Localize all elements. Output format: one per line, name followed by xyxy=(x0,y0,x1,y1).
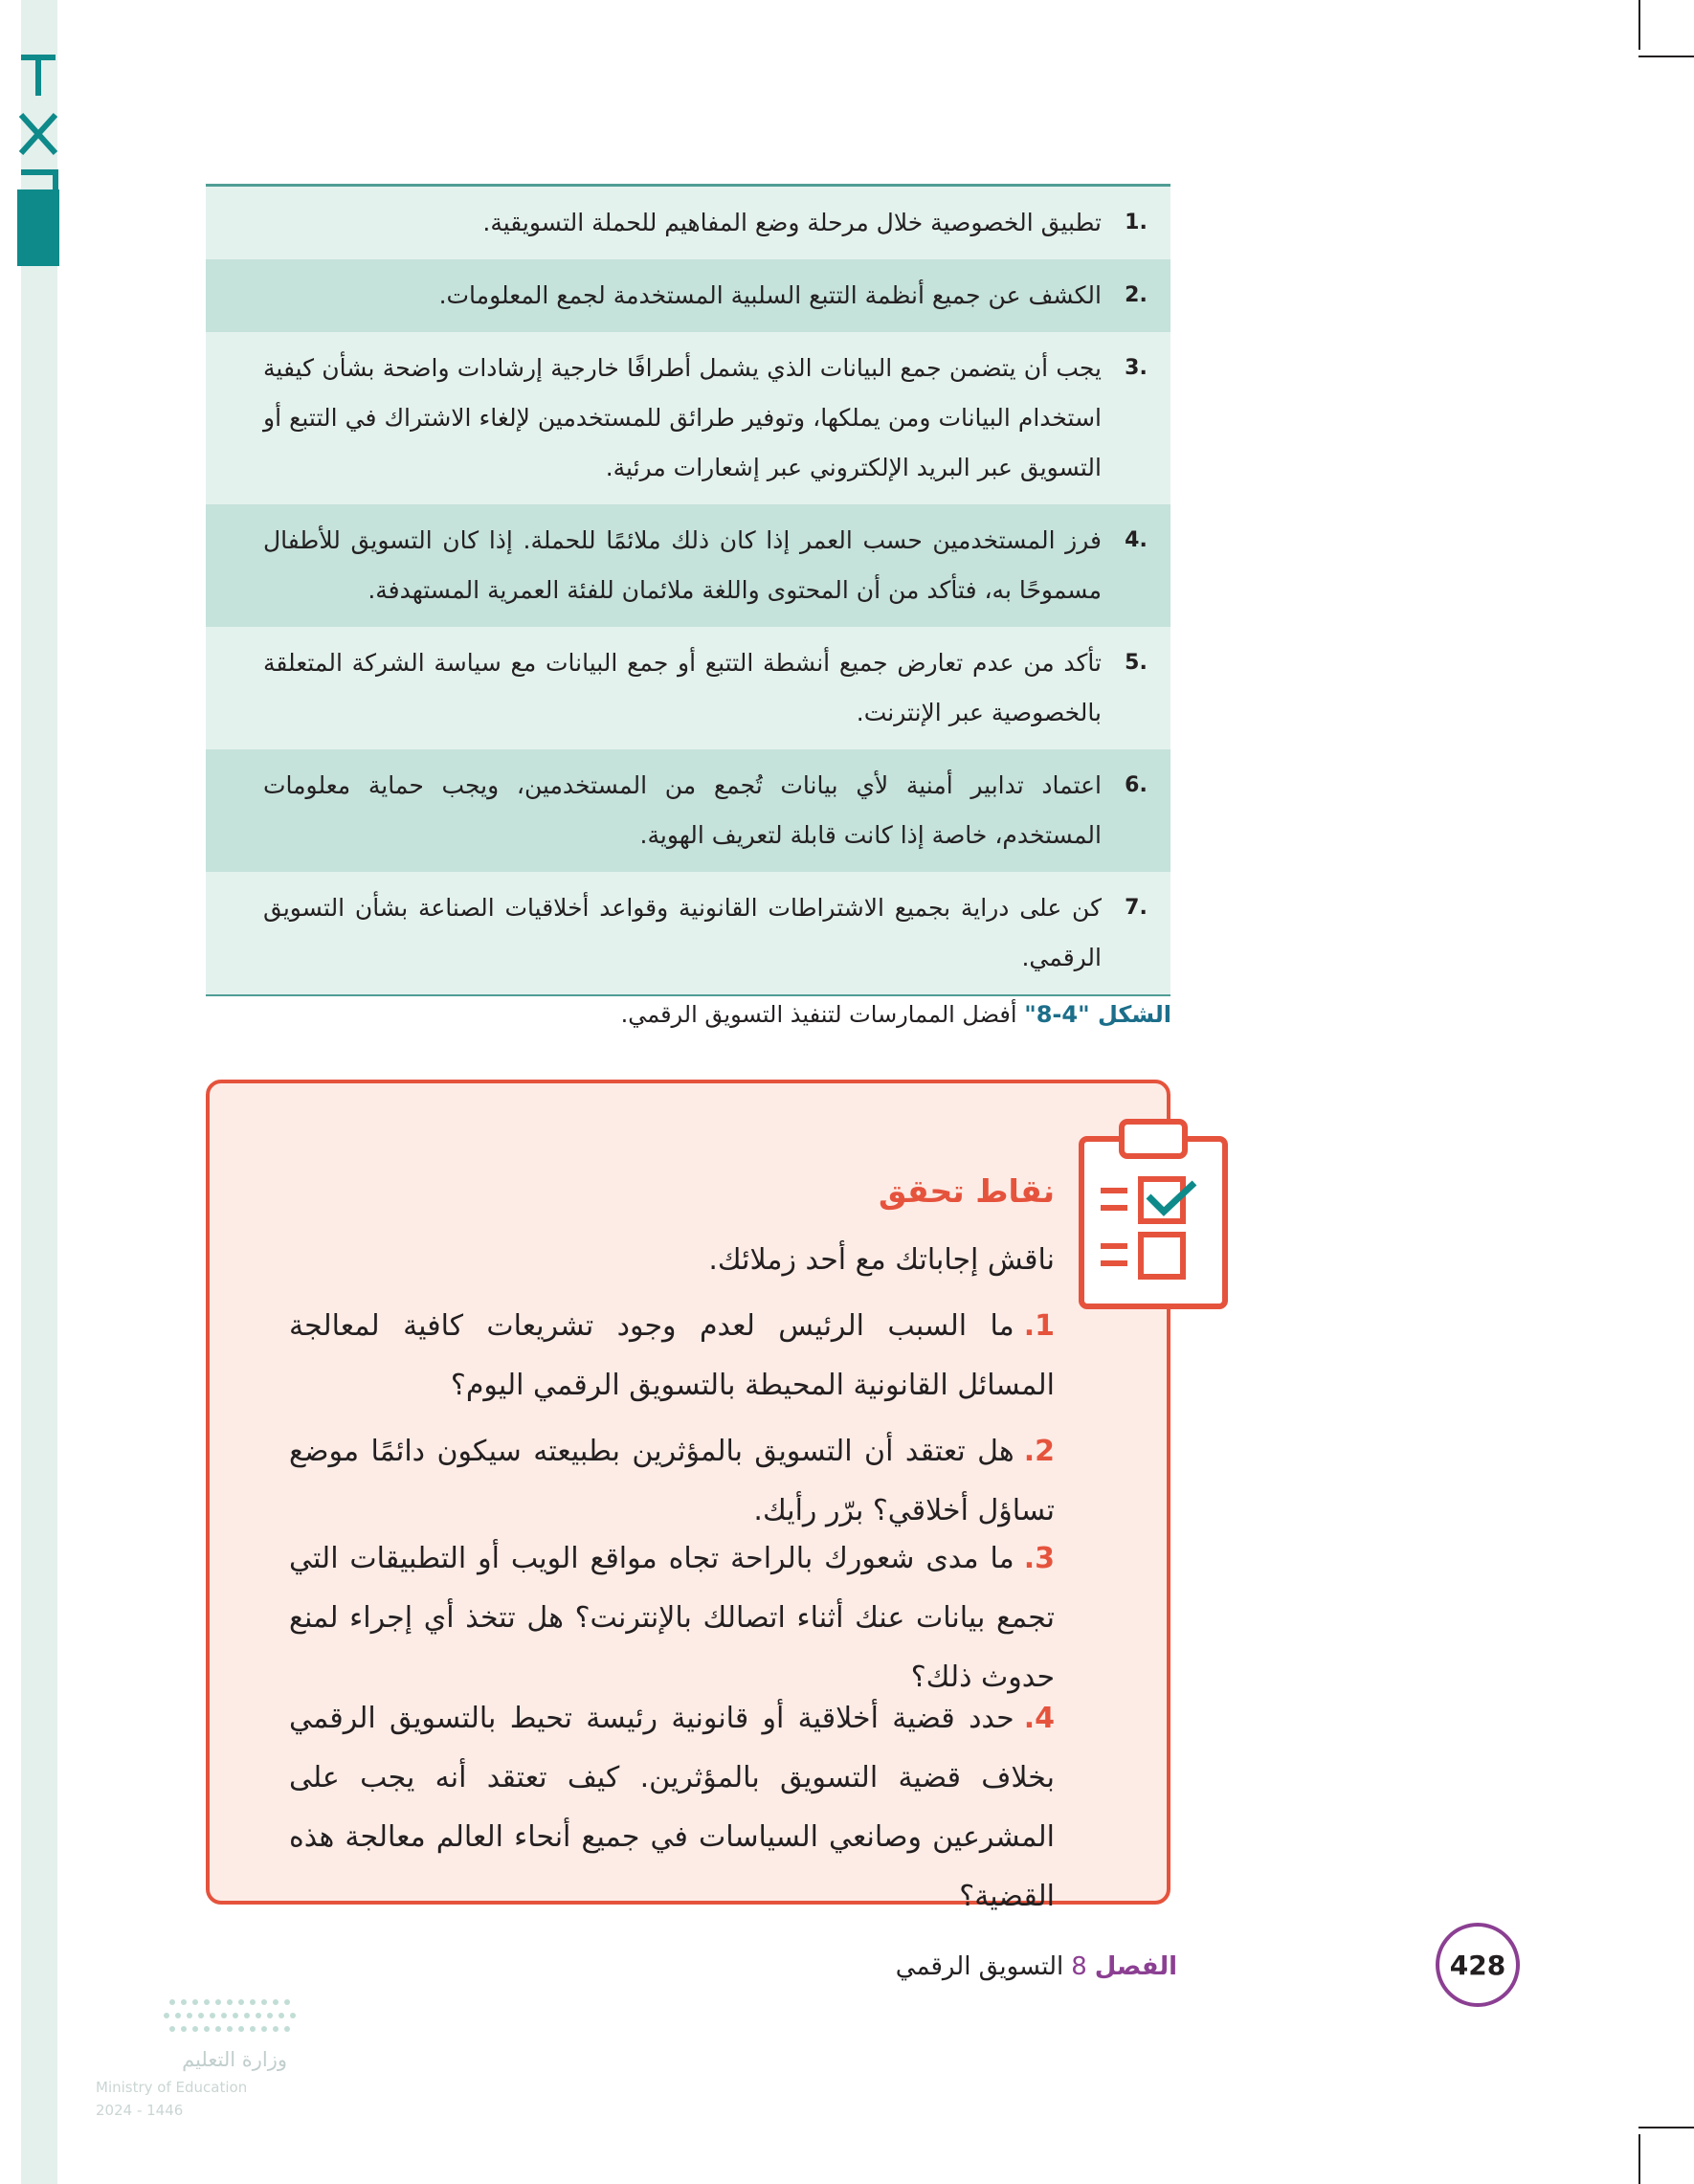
question-text: ما مدى شعورك بالراحة تجاه مواقع الويب أو التطبيقات التي تجمع بيانات عنك أثناء اتصالك بالإنترنت؟ هل تتخذ أي إجراء لمنع حدوث ذلك؟ xyxy=(289,1542,1055,1694)
row-number: 3. xyxy=(1125,356,1148,380)
chapter-title: التسويق الرقمي xyxy=(895,1952,1064,1981)
figure-label: الشكل "4-8" xyxy=(1024,1001,1171,1028)
row-number: 6. xyxy=(1125,773,1148,797)
question-item xyxy=(289,1529,1055,1707)
side-stripe xyxy=(21,0,57,2184)
chapter-number: 8 xyxy=(1071,1952,1087,1981)
ministry-dots-icon xyxy=(96,1991,306,2044)
row-text: كن على دراية بجميع الاشتراطات القانونية وقواعد أخلاقيات الصناعة بشأن التسويق الرقمي. xyxy=(263,894,1102,971)
practices-table xyxy=(206,184,1170,996)
question-number: 1. xyxy=(1023,1309,1055,1343)
ministry-logo xyxy=(96,1991,316,2125)
row-text: اعتماد تدابير أمنية لأي بيانات تُجمع من المستخدمين، ويجب حماية معلومات المستخدم، خاصة إذا كانت قابلة لتعريف الهوية. xyxy=(263,771,1102,849)
checkpoints-intro: ناقش إجاباتك مع أحد زملائك. xyxy=(708,1243,1055,1277)
row-text: الكشف عن جميع أنظمة التتبع السلبية المستخدمة لجمع المعلومات. xyxy=(438,281,1102,309)
row-number: 5. xyxy=(1125,651,1148,675)
chapter-label: الفصل xyxy=(1094,1952,1177,1981)
figure-caption xyxy=(621,995,1171,1034)
question-number: 2. xyxy=(1023,1435,1055,1468)
table-row xyxy=(206,749,1170,872)
crop-mark xyxy=(1638,56,1694,57)
checkpoints-title: نقاط تحقق xyxy=(879,1172,1055,1210)
row-text: فرز المستخدمين حسب العمر إذا كان ذلك ملائمًا للحملة. إذا كان التسويق للأطفال مسموحًا به، فتأكد من أن المحتوى واللغة ملائمان للفئة العمرية المستهدفة. xyxy=(263,526,1102,604)
question-number: 3. xyxy=(1023,1542,1055,1575)
question-text: ما السبب الرئيس لعدم وجود تشريعات كافية لمعالجة المسائل القانونية المحيطة بالتسويق الرقمي اليوم؟ xyxy=(289,1309,1055,1402)
table-row xyxy=(206,332,1170,504)
row-number: 2. xyxy=(1125,283,1148,307)
table-row xyxy=(206,504,1170,627)
row-text: يجب أن يتضمن جمع البيانات الذي يشمل أطرافًا خارجية إرشادات واضحة بشأن كيفية استخدام البيانات ومن يملكها، وتوفير طرائق للمستخدمين لإلغاء الاشتراك في التتبع أو التسويق عبر البريد الإلكتروني عبر إشعارات مرئية. xyxy=(263,354,1102,481)
ministry-name-en: Ministry of Education xyxy=(96,2079,248,2096)
crop-mark xyxy=(1638,2127,1694,2128)
row-text: تطبيق الخصوصية خلال مرحلة وضع المفاهيم للحملة التسويقية. xyxy=(482,209,1102,236)
table-row xyxy=(206,187,1170,259)
question-text: هل تعتقد أن التسويق بالمؤثرين بطبيعته سيكون دائمًا موضع تساؤل أخلاقي؟ برّر رأيك. xyxy=(289,1435,1055,1527)
question-text: حدد قضية أخلاقية أو قانونية رئيسة تحيط بالتسويق الرقمي بخلاف قضية التسويق بالمؤثرين. كيف تعتقد أنه يجب على المشرعين وصانعي السياسات في جميع أنحاء العالم معالجة هذه القضية؟ xyxy=(289,1702,1055,1913)
chapter-footer xyxy=(896,1952,1177,1981)
question-item xyxy=(289,1297,1055,1415)
row-number: 4. xyxy=(1125,528,1148,552)
ministry-year: 2024 - 1446 xyxy=(96,2102,184,2119)
row-number: 1. xyxy=(1125,211,1148,234)
question-item xyxy=(289,1422,1055,1541)
ministry-name: وزارة التعليم xyxy=(182,2048,287,2071)
crop-mark xyxy=(1638,0,1640,50)
table-row xyxy=(206,872,1170,994)
chapter-tab xyxy=(17,189,59,266)
table-row xyxy=(206,627,1170,749)
crop-mark xyxy=(1638,2134,1640,2184)
figure-caption-text: أفضل الممارسات لتنفيذ التسويق الرقمي. xyxy=(620,1001,1025,1028)
row-text: تأكد من عدم تعارض جميع أنشطة التتبع أو جمع البيانات مع سياسة الشركة المتعلقة بالخصوصية عبر الإنترنت. xyxy=(263,649,1102,726)
page-number: 428 xyxy=(1436,1923,1520,2007)
table-row xyxy=(206,259,1170,332)
question-number: 4. xyxy=(1023,1702,1055,1735)
row-number: 7. xyxy=(1125,896,1148,920)
question-item xyxy=(289,1689,1055,1927)
clipboard-checklist-icon xyxy=(1072,1112,1235,1313)
